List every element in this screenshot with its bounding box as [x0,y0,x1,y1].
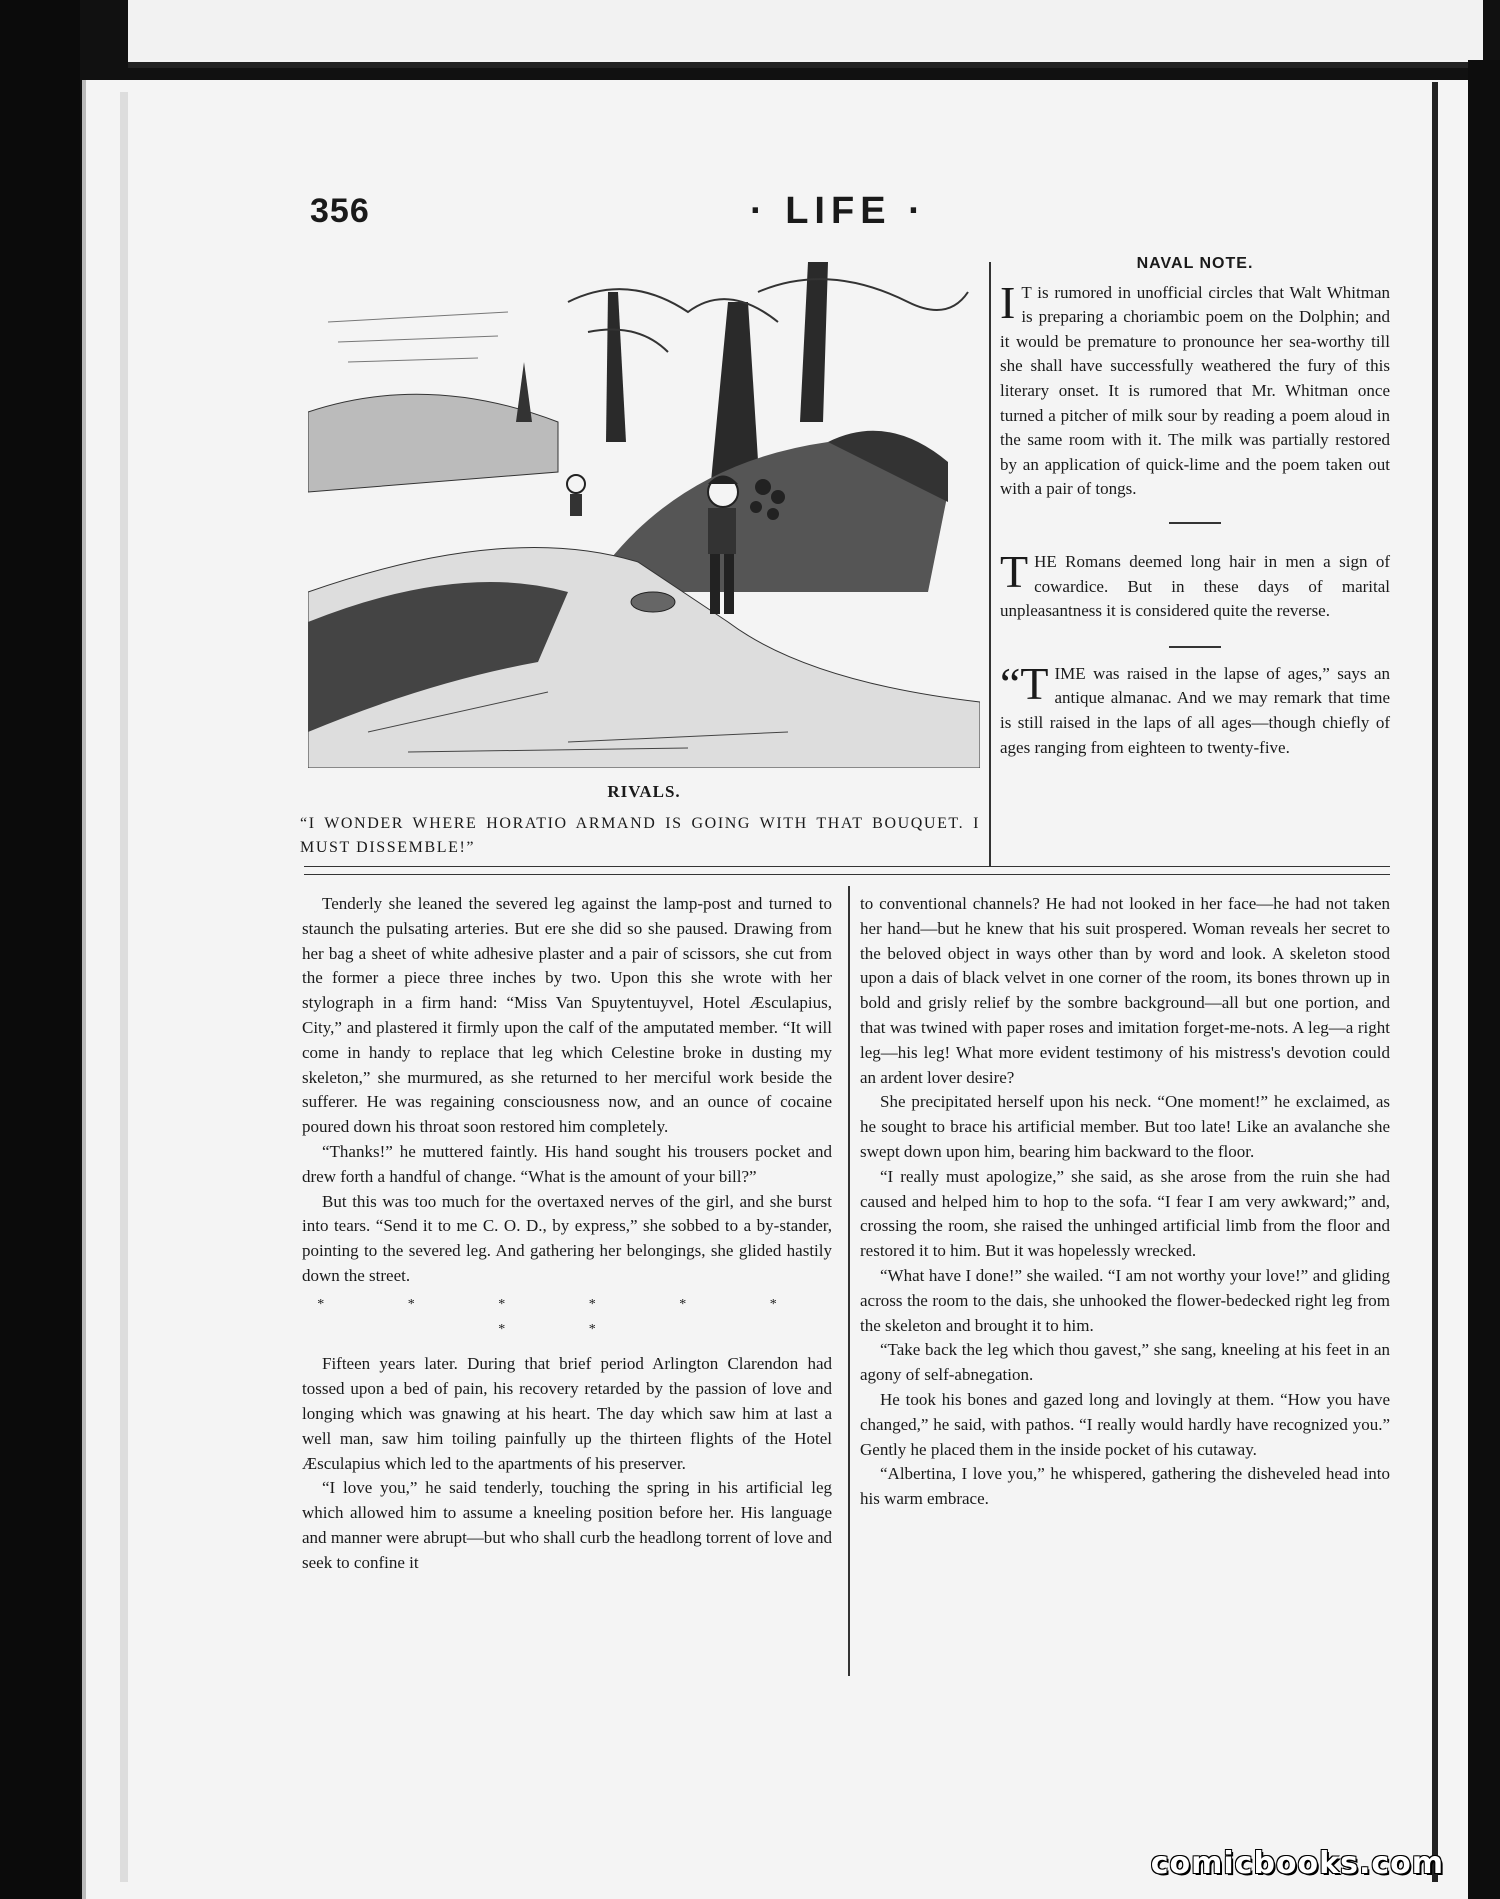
romans-note-body: HE Romans deemed long hair in men a sign of cowardice. But in these days of marital unpleasantness it is considered quite the reverse. [1000,551,1390,621]
story-paragraph: She precipitated herself upon his neck. “One moment!” he exclaimed, as he sought to brace his artificial member. But too late! Like an avalanche she swept down upon him, bearing him backward to the floor. [860,1092,1390,1161]
page-fold-edge [120,92,128,1882]
story-column-right [860,892,1390,1512]
naval-dropcap: I [1000,276,1016,328]
story-paragraph: “Thanks!” he muttered faintly. His hand sought his trousers pocket and drew forth a handful of change. “What is the amount of your bill?” [302,1141,832,1186]
engraving-rivals-icon [308,262,980,768]
story-paragraph: “I really must apologize,” she said, as she arose from the ruin she had caused and helped him to hop to the sofa. “I fear I am very awkward;” and, crossing the room, she raised the unhinged artificial limb from the floor and restored it to him. But it was hopelessly wrecked. [860,1166,1390,1261]
time-note-text [1000,657,1390,760]
story-column-left [302,892,832,1576]
story-paragraph: He took his bones and gazed long and lovingly at them. “How you have changed,” he said, with pathos. “I really would hardly have recognized you.” Gently he placed them in the inside pocket of his cutaway. [860,1389,1390,1459]
section-divider [1169,646,1221,648]
column-divider [848,886,850,1676]
story-paragraph: “I love you,” he said tenderly, touching the spring in his artificial leg which allowed him to assume a kneeling position before her. His language and manner were abrupt—but who shall curb the headlong torrent of love and seek to confine it [302,1478,832,1572]
time-dropcap: “T [1000,657,1049,709]
scan-top-sheet [128,0,1483,68]
story-paragraph: But this was too much for the overtaxed nerves of the girl, and she burst into tears. “Send it to me C. O. D., by express,” she sobbed to a by-stander, pointing to the severed leg. And gathering her belongings, she glided hastily down the street. [302,1191,832,1285]
naval-note-text [1000,276,1390,502]
scan-right-edge [1468,60,1500,1899]
site-watermark: comicbooks.com [1150,1846,1444,1881]
horizontal-double-rule [304,866,1390,875]
story-paragraph: to conventional channels? He had not looked in her face—he had not taken her hand—but he knew that his suit prospered. Woman reveals her secret to the beloved object in ways other than by word and look. A skeleton stood upon a dais of black velvet in one corner of the room, its bones thrown up in bold and grisly relief by the sombre background—all but one portion, and that was twined with paper roses and imitation forget-me-nots. A leg—a right leg—his leg! What more evident testimony of his mistress's devotion could an ardent lover desire? [860,894,1390,1087]
page-right-border [1432,82,1438,1882]
time-note-body: IME was raised in the lapse of ages,” says an antique almanac. And we may remark that time is still raised in the laps of all ages—though chiefly of ages ranging from eighteen to twenty-five. [1000,663,1390,757]
illustration-caption-title: RIVALS. [607,782,681,801]
sidebar-column [1000,246,1390,760]
romans-note-text [1000,545,1390,624]
naval-note-body: T is rumored in unofficial circles that Walt Whitman is preparing a choriambic poem on the Dolphin; and it would be premature to pronounce her sea-worthy till she shall have successfully weathered the fury of this literary onset. It is rumored that Mr. Whitman once turned a pitcher of milk sour by reading a poem aloud in the same room with it. The milk was partially restored by an application of quick-lime and the poem taken out with a pair of tongs. [1000,282,1390,499]
story-paragraph: “Albertina, I love you,” he whispered, gathering the disheveled head into his warm embrace. [860,1464,1390,1509]
section-divider [1169,522,1221,524]
section-break-stars: * * * * * * * * [317,1296,817,1337]
story-paragraph: Tenderly she leaned the severed leg against the lamp-post and turned to staunch the pulsating arteries. But ere she did so she paused. Drawing from her bag a sheet of white adhesive plaster and a pair of scissors, she cut from the former a piece three inches by two. Upon this she wrote with her stylograph in a firm hand: “Miss Van Spuytentuyvel, Hotel Æsculapius, City,” and plastered it firmly upon the calf of the amputated member. “It will come in handy to replace that leg which Celestine broke in dusting my skeleton,” she murmured, as she returned to her merciful work beside the sufferer. He was regaining consciousness now, and an ounce of cocaine poured down his throat soon restored him completely. [302,894,832,1137]
page-number: 356 [310,192,370,230]
column-divider [989,262,991,866]
illustration-caption-text: “I WONDER WHERE HORATIO ARMAND IS GOING WITH THAT BOUQUET. I MUST DISSEMBLE!” [300,815,980,856]
romans-dropcap: T [1000,545,1029,597]
story-paragraph: “Take back the leg which thou gavest,” she sang, kneeling at his feet in an agony of self-abnegation. [860,1340,1390,1385]
story-paragraph: “What have I done!” she wailed. “I am not worthy your love!” and gliding across the room to the dais, she unhooked the flower-bedecked right leg from the skeleton and brought it to him. [860,1265,1390,1335]
scan-left-edge [0,0,80,1899]
masthead-title: · LIFE · [750,190,927,232]
naval-note-title: NAVAL NOTE. [1136,255,1254,272]
story-paragraph: Fifteen years later. During that brief period Arlington Clarendon had tossed upon a bed of pain, his recovery retarded by the passion of love and longing which was gnawing at his heart. The day which saw him at last a well man, saw him toiling painfully up the thirteen flights of the Hotel Æsculapius which led to the apartments of his preserver. [302,1354,832,1473]
